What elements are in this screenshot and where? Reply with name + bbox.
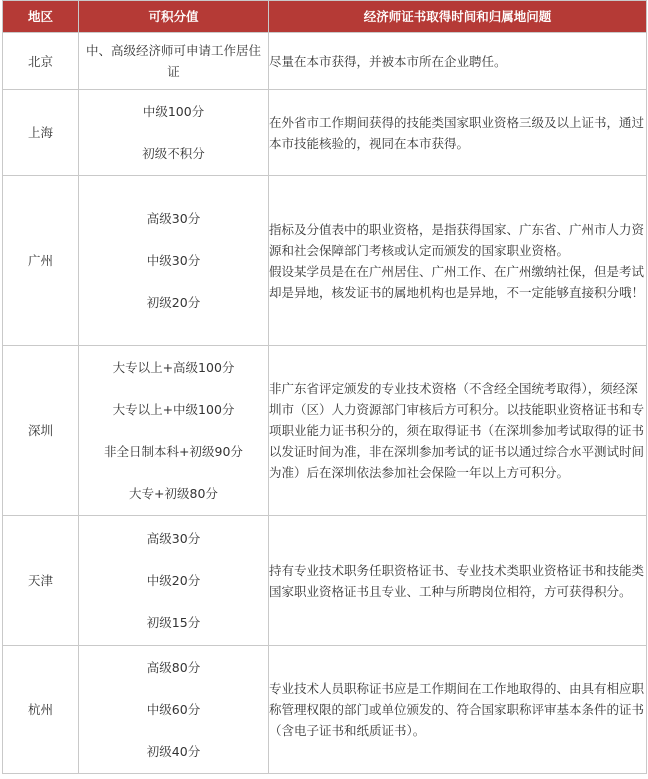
table-row-beijing bbox=[3, 33, 647, 90]
table-row-shanghai bbox=[3, 90, 647, 176]
points-cell bbox=[79, 90, 269, 176]
points-cell bbox=[79, 516, 269, 646]
rule-cell: 持有专业技术职务任职资格证书、专业技术类职业资格证书和技能类国家职业资格证书且专业、工种与所聘岗位相符，方可获得积分。 bbox=[269, 516, 647, 646]
header-points: 可积分值 bbox=[79, 1, 269, 33]
points-cell bbox=[79, 346, 269, 516]
points-cell bbox=[79, 176, 269, 346]
rule-paragraph: 假设某学员是在在广州居住、广州工作、在广州缴纳社保，但是考试却是异地，核发证书的属地机构也是异地，不一定能够直接积分哦！ bbox=[269, 263, 645, 300]
points-item: 非全日制本科+初级90分 bbox=[104, 444, 243, 459]
points-cell bbox=[79, 33, 269, 90]
table-row-shenzhen bbox=[3, 346, 647, 516]
header-row bbox=[3, 1, 647, 33]
table-row-tianjin bbox=[3, 516, 647, 646]
rule-cell bbox=[269, 176, 647, 346]
points-table bbox=[2, 0, 647, 774]
rule-cell: 在外省市工作期间获得的技能类国家职业资格三级及以上证书，通过本市技能核验的，视同在本市获得。 bbox=[269, 90, 647, 176]
points-item: 中级100分 bbox=[142, 104, 205, 119]
region-cell: 北京 bbox=[3, 33, 79, 90]
header-region: 地区 bbox=[3, 1, 79, 33]
rule-cell: 尽量在本市获得，并被本市所在企业聘任。 bbox=[269, 33, 647, 90]
points-cell bbox=[79, 646, 269, 774]
points-item: 高级30分 bbox=[146, 211, 201, 226]
points-item: 大专+初级80分 bbox=[129, 486, 218, 501]
points-item: 大专以上+高级100分 bbox=[112, 360, 235, 375]
rule-cell: 专业技术人员职称证书应是工作期间在工作地取得的、由具有相应职称管理权限的部门或单位颁发的、符合国家职称评审基本条件的证书（含电子证书和纸质证书）。 bbox=[269, 646, 647, 774]
points-item: 中级20分 bbox=[146, 573, 201, 588]
rule-cell: 非广东省评定颁发的专业技术资格（不含经全国统考取得），须经深圳市（区）人力资源部门审核后方可积分。以技能职业资格证书和专项职业能力证书积分的，须在取得证书（在深圳参加考试取得的证书以发证时间为准，非在深圳参加考试的证书以通过综合水平测试时间为准）后在深圳依法参加社会保险一年以上方可积分。 bbox=[269, 346, 647, 516]
table-row-hangzhou bbox=[3, 646, 647, 774]
points-item: 中级30分 bbox=[146, 253, 201, 268]
region-cell: 杭州 bbox=[3, 646, 79, 774]
region-cell: 上海 bbox=[3, 90, 79, 176]
region-cell: 广州 bbox=[3, 176, 79, 346]
header-rule: 经济师证书取得时间和归属地问题 bbox=[269, 1, 647, 33]
region-cell: 深圳 bbox=[3, 346, 79, 516]
points-item: 初级40分 bbox=[146, 744, 201, 759]
points-item: 高级80分 bbox=[146, 660, 201, 675]
table-row-guangzhou bbox=[3, 176, 647, 346]
rule-paragraph: 指标及分值表中的职业资格，是指获得国家、广东省、广州市人力资源和社会保障部门考核或认定而颁发的国家职业资格。 bbox=[269, 221, 645, 258]
points-item: 初级不积分 bbox=[142, 146, 205, 161]
points-item: 大专以上+中级100分 bbox=[112, 402, 235, 417]
points-item: 高级30分 bbox=[146, 531, 201, 546]
points-item: 初级20分 bbox=[146, 295, 201, 310]
points-item: 初级15分 bbox=[146, 615, 201, 630]
points-item: 中级60分 bbox=[146, 702, 201, 717]
points-item: 中、高级经济师可申请工作居住证 bbox=[85, 43, 261, 79]
region-cell: 天津 bbox=[3, 516, 79, 646]
